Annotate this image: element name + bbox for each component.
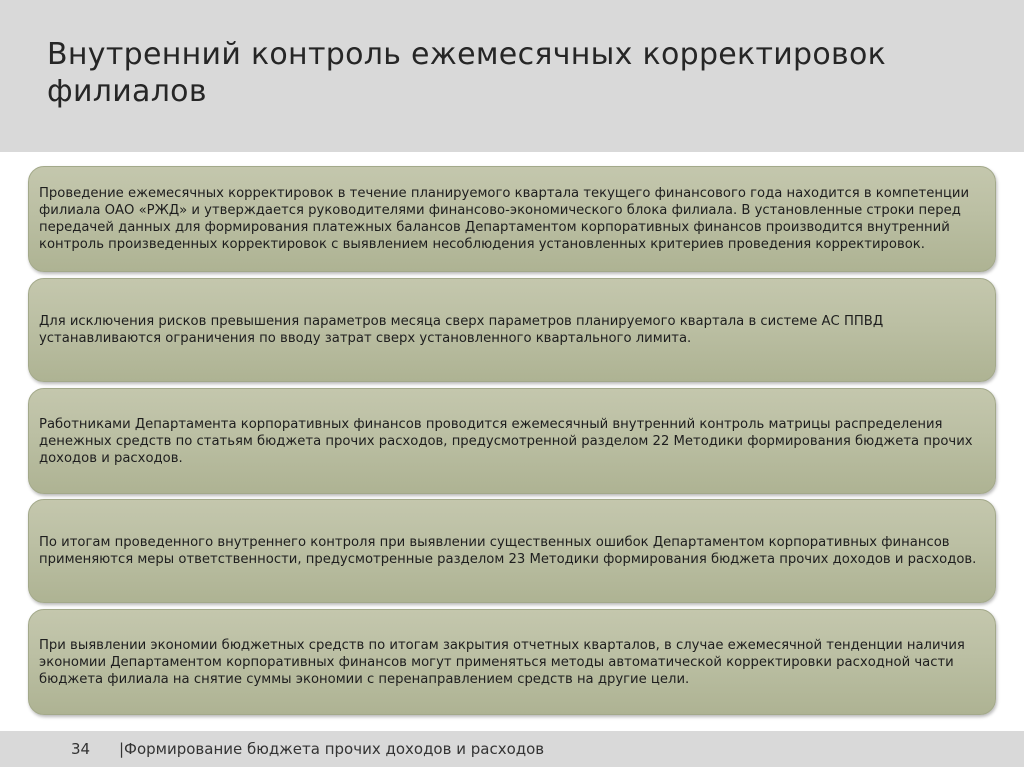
content-text-2: Для исключения рисков превышения параметров месяца сверх параметров планируемого квартала в системе АС ППВД устанавливаются ограничения по вводу затрат сверх установленного квартального лимита.: [39, 314, 884, 346]
content-box-2: [28, 278, 996, 382]
content-text-1: Проведение ежемесячных корректировок в течение планируемого квартала текущего финансового года находится в компетенции филиала ОАО «РЖД» и утверждается руководителями финансово-экономического блока филиала. В установленные строки перед передачей данных для формирования платежных балансов Департаментом корпоративных финансов производится внутренний контроль произведенных корректировок с выявлением несоблюдения установленных критериев проведения корректировок.: [39, 186, 970, 252]
content-box-3: [28, 388, 996, 494]
page-number: 34: [71, 740, 91, 758]
page-title: Внутренний контроль ежемесячных корректировок филиалов: [47, 37, 887, 109]
content-text-5: При выявлении экономии бюджетных средств по итогам закрытия отчетных кварталов, в случае ежемесячной тенденции наличия экономии Департаментом корпоративных финансов могут применяться методы автоматической корректировки расходной части бюджета филиала на снятие суммы экономии с перенаправлением средств на другие цели.: [39, 637, 965, 687]
content-box-1: [28, 166, 996, 272]
content-box-4: [28, 499, 996, 603]
content-text-4: По итогам проведенного внутреннего контроля при выявлении существенных ошибок Департаментом корпоративных финансов применяются меры ответственности, предусмотренные разделом 23 Методики формирования бюджета прочих доходов и расходов.: [39, 535, 977, 567]
content-text-3: Работниками Департамента корпоративных финансов проводится ежемесячный внутренний контроль матрицы распределения денежных средств по статьям бюджета прочих расходов, предусмотренной разделом 22 Методики формирования бюджета прочих доходов и расходов.: [39, 416, 973, 466]
footer-caption: |Формирование бюджета прочих доходов и расходов: [119, 740, 545, 758]
footer-bar: [0, 731, 1024, 767]
title-bar: [0, 0, 1024, 152]
content-box-5: [28, 609, 996, 715]
